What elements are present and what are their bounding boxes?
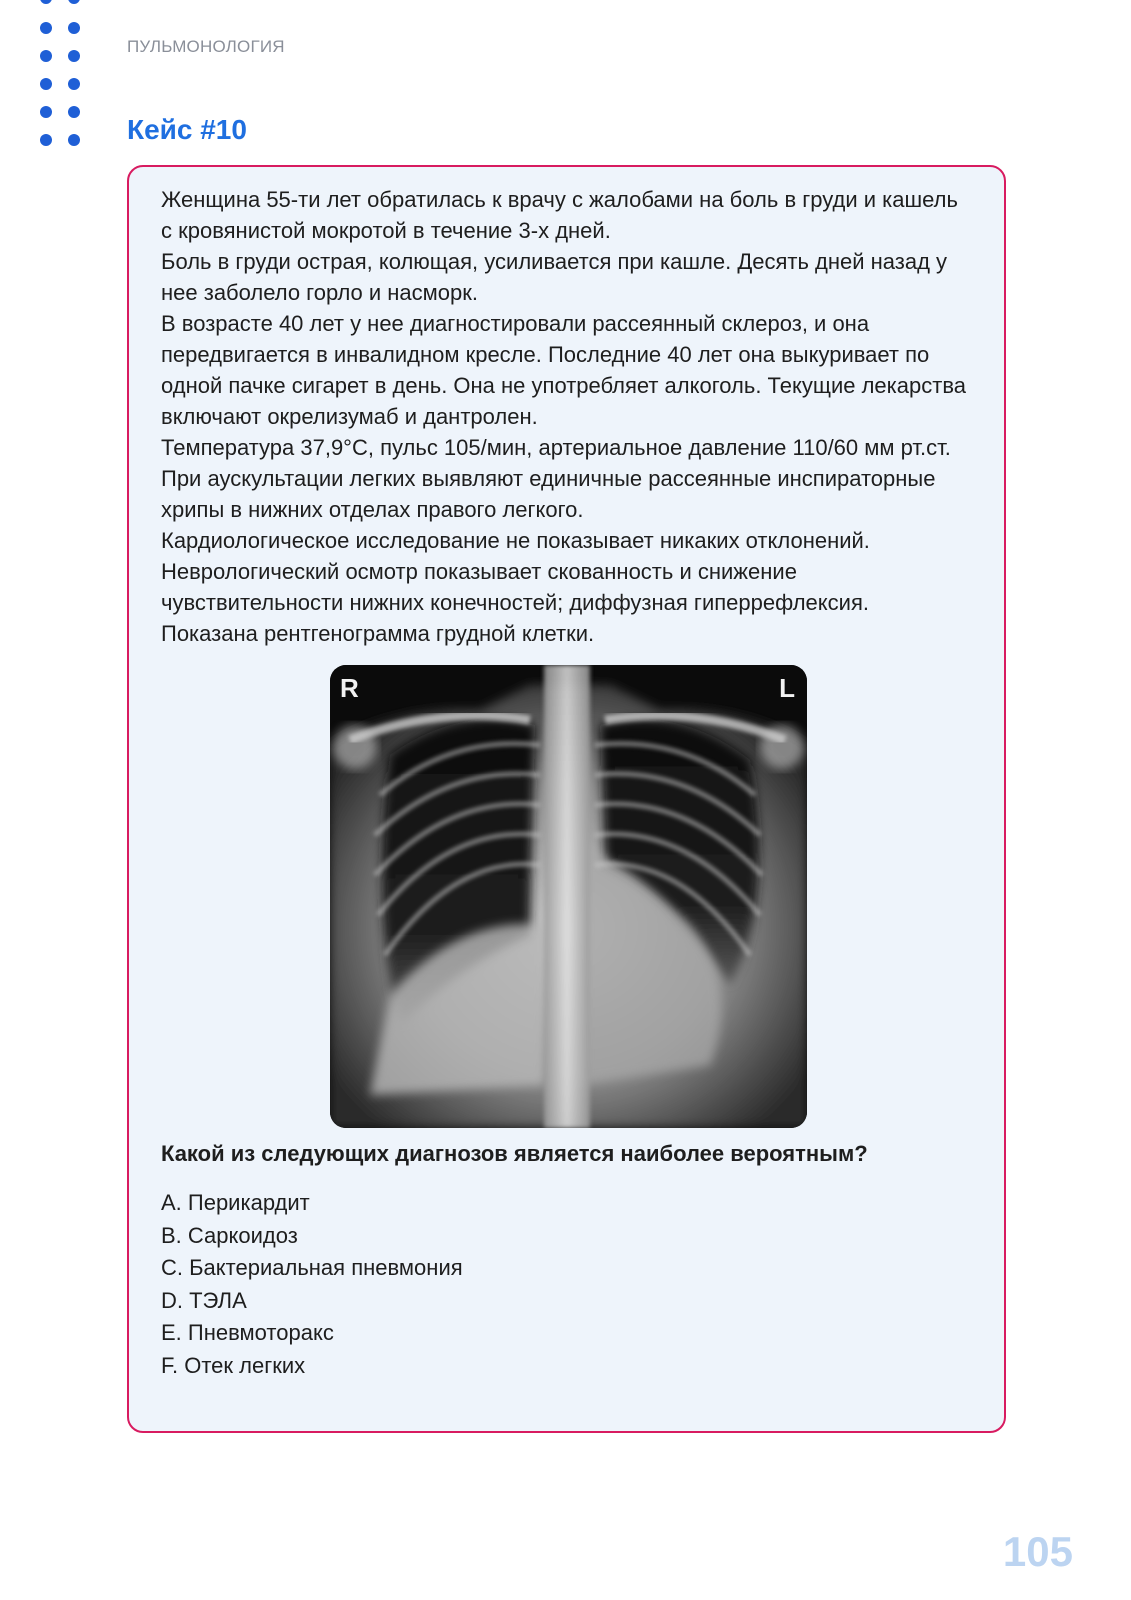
dot-icon	[68, 106, 80, 118]
question-text: Какой из следующих диагнозов является наиболее вероятным?	[161, 1141, 868, 1166]
case-card	[127, 165, 1006, 1433]
case-paragraph: Показана рентгенограмма грудной клетки.	[161, 621, 595, 646]
answer-option-f: F. Отек легких	[161, 1352, 306, 1378]
case-paragraph: Боль в груди острая, колющая, усиливается при кашле. Десять дней назад у нее заболело горло и насморк.	[161, 249, 948, 305]
dot-icon	[68, 134, 80, 146]
answer-option-d: D. ТЭЛА	[161, 1287, 247, 1313]
page-number: 105	[1002, 1528, 1073, 1575]
answer-option-a: A. Перикардит	[161, 1190, 310, 1215]
dot-icon	[68, 50, 80, 62]
dot-icon	[40, 22, 52, 34]
dot-icon	[40, 0, 52, 4]
dot-icon	[40, 134, 52, 146]
dot-icon	[40, 50, 52, 62]
answer-options	[161, 1187, 974, 1382]
case-paragraph: Кардиологическое исследование не показывает никаких отклонений.	[161, 528, 870, 553]
answer-option-e: E. Пневмоторакс	[161, 1320, 334, 1345]
case-paragraph: Температура 37,9°C, пульс 105/мин, артериальное давление 110/60 мм рт.ст.	[161, 435, 951, 460]
xray-marker-right: R	[340, 673, 359, 703]
xray-marker-left: L	[779, 673, 795, 703]
case-paragraph: Неврологический осмотр показывает скованность и снижение чувствительности нижних конечностей; диффузная гиперрефлексия.	[161, 559, 869, 615]
case-paragraph: В возрасте 40 лет у нее диагностировали рассеянный склероз, и она передвигается в инвалидном кресле. Последние 40 лет она выкуривает по одной пачке сигарет в день. Она не употребляет алкоголь. Текущие лекарства включают окрелизумаб и дантролен.	[161, 311, 966, 429]
answer-option-c: C. Бактериальная пневмония	[161, 1255, 463, 1280]
dot-icon	[40, 106, 52, 118]
case-title: Кейс #10	[127, 114, 247, 145]
chest-xray-image	[330, 665, 807, 1128]
case-description	[161, 184, 974, 649]
xray-drawing	[330, 665, 807, 1128]
dot-icon	[68, 0, 80, 4]
answer-option-b: B. Саркоидоз	[161, 1222, 298, 1248]
case-paragraph: При аускультации легких выявляют единичные рассеянные инспираторные хрипы в нижних отделах правого легкого.	[161, 466, 936, 522]
section-label: ПУЛЬМОНОЛОГИЯ	[127, 37, 285, 56]
dot-icon	[40, 78, 52, 90]
dot-icon	[68, 78, 80, 90]
dot-icon	[68, 22, 80, 34]
case-paragraph: Женщина 55-ти лет обратилась к врачу с жалобами на боль в груди и кашель с кровянистой мокротой в течение 3-х дней.	[161, 187, 958, 243]
